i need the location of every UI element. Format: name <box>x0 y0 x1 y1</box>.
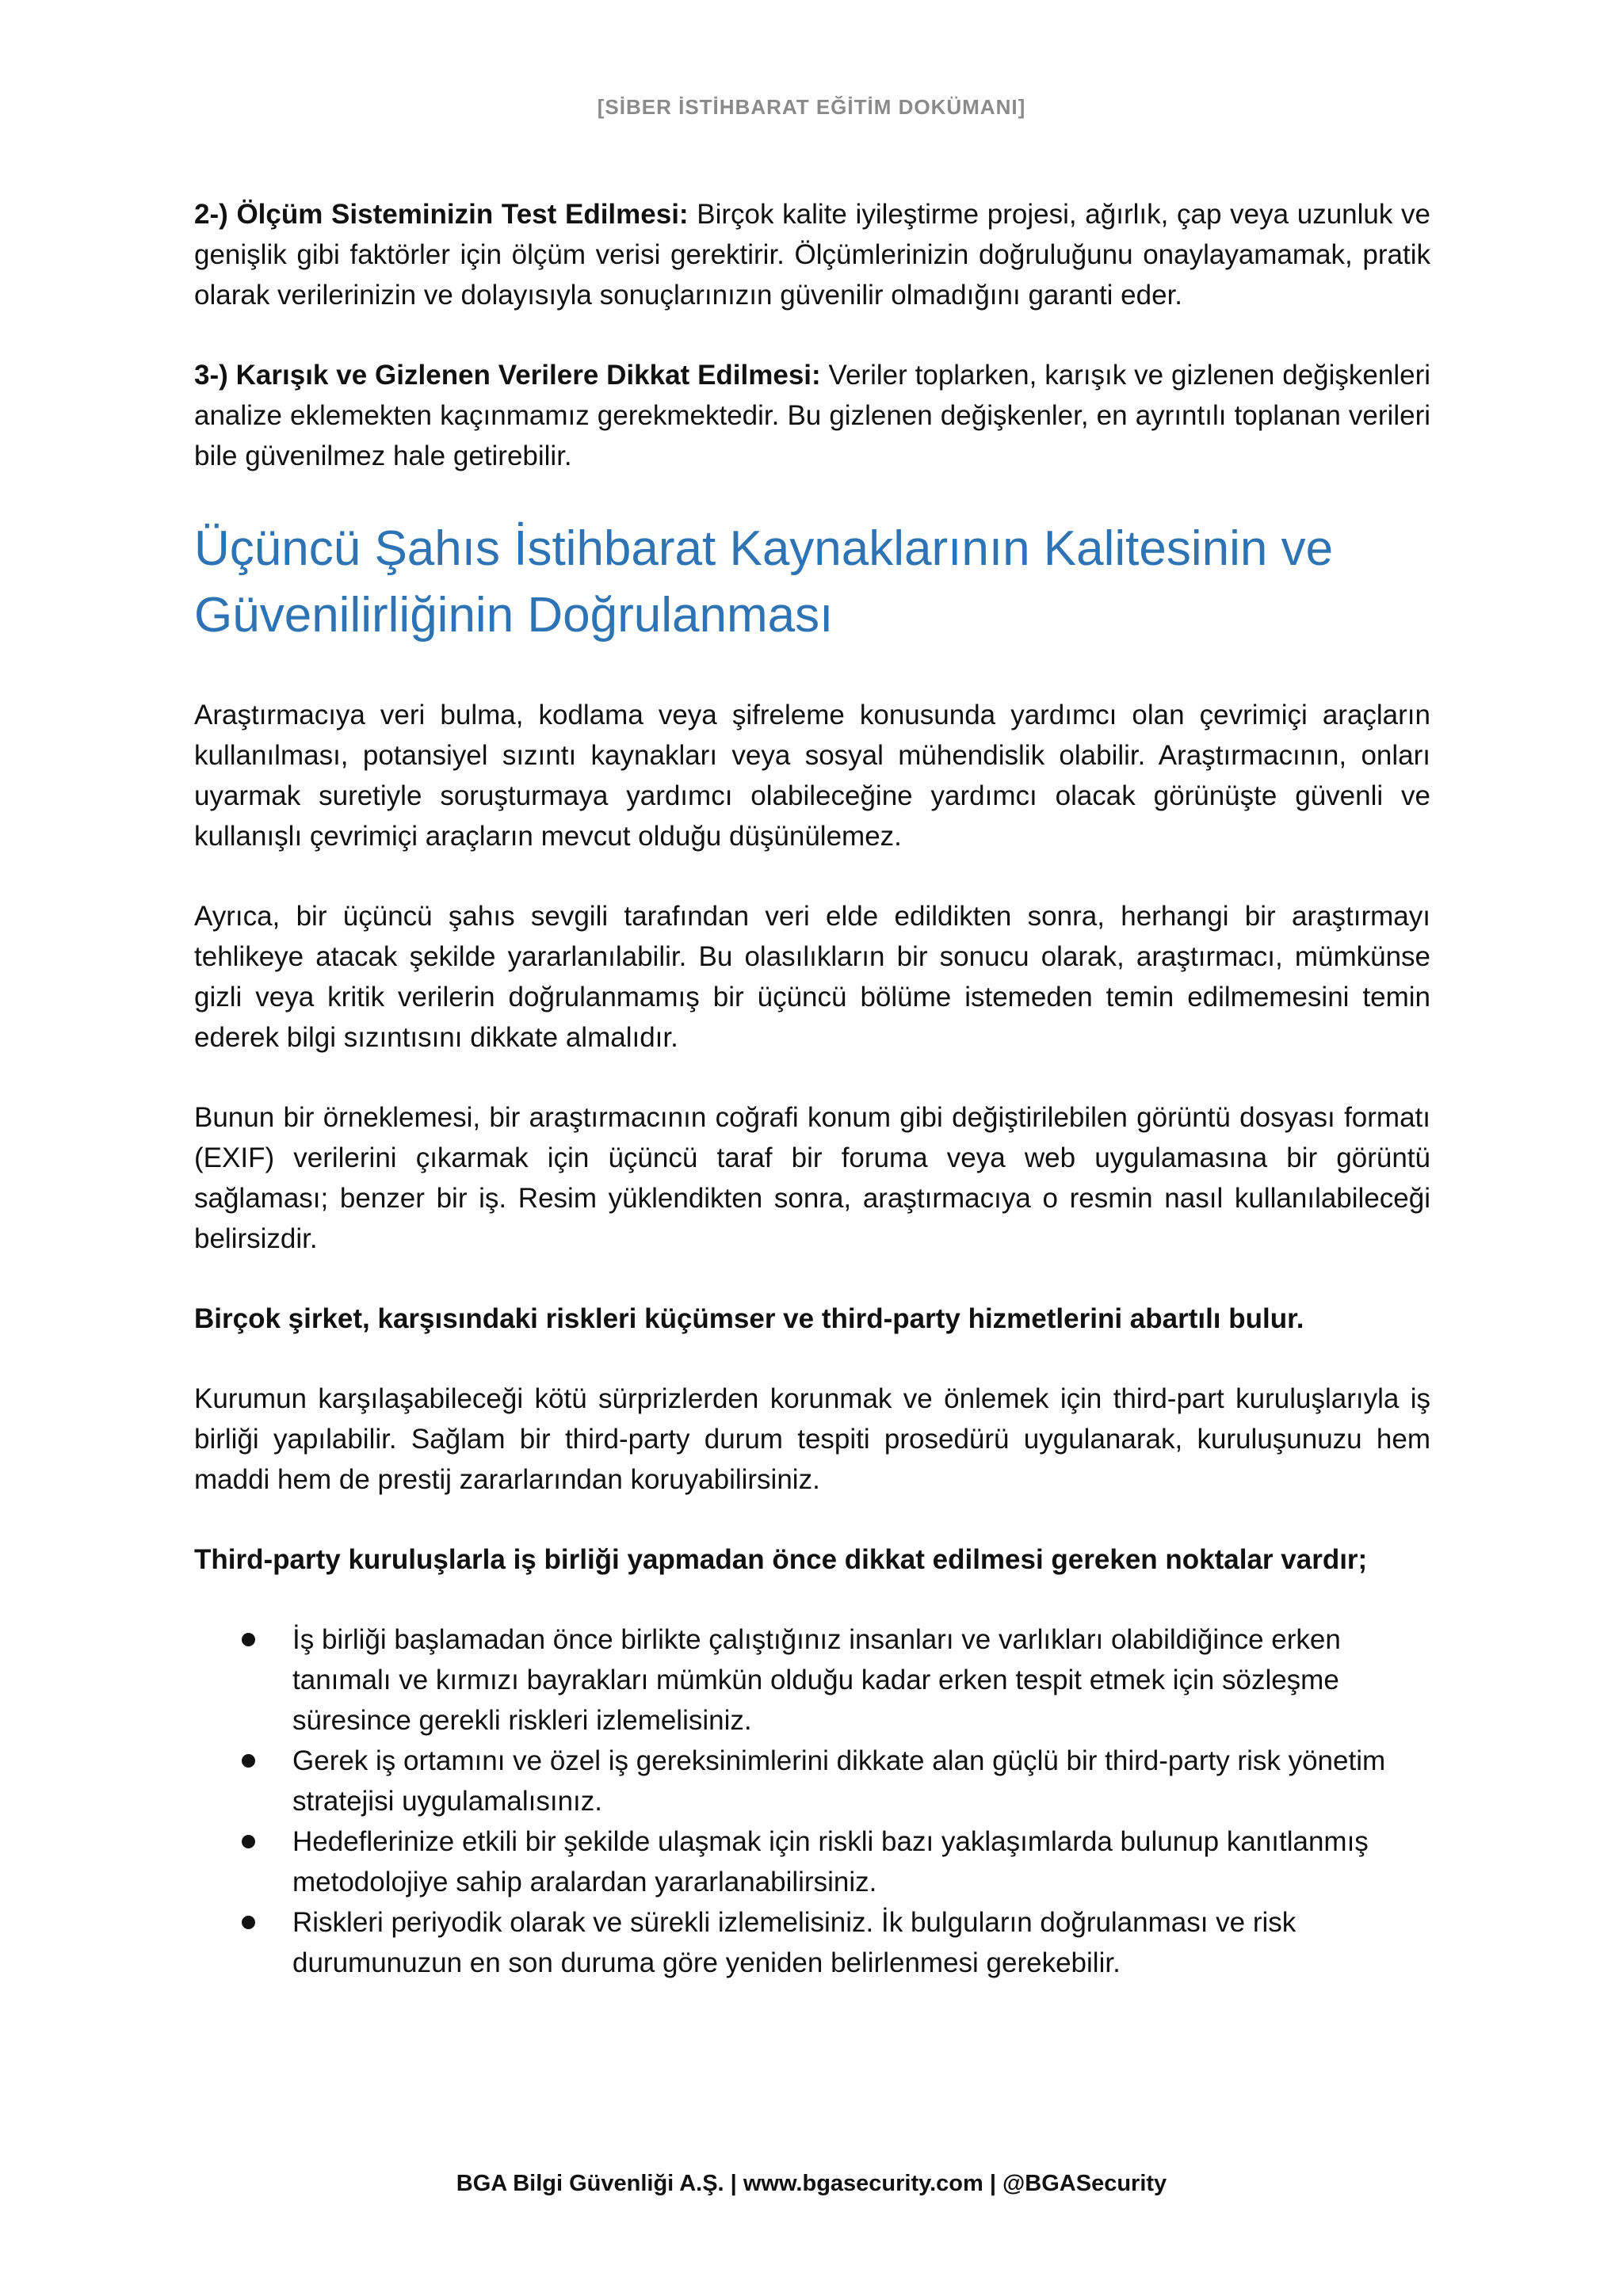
list-item <box>194 1902 1430 1983</box>
list-item <box>194 1741 1430 1821</box>
paragraph-lead: 2-) Ölçüm Sisteminizin Test Edilmesi: <box>194 199 689 230</box>
list-item-text: Hedeflerinize etkili bir şekilde ulaşmak için riskli bazı yaklaşımlarda bulunup kanıtlanmış metodolojiye sahip aralardan yararlanabilirsiniz. <box>292 1826 1369 1897</box>
page-footer: BGA Bilgi Güvenliği A.Ş. | www.bgasecurity.com | @BGASecurity <box>456 2171 1167 2196</box>
list-item-text: İş birliği başlamadan önce birlikte çalıştığınız insanları ve varlıkları olabildiğince erken tanımalı ve kırmızı bayrakları mümkün olduğu kadar erken tespit etmek için sözleşme süresince gerekli riskleri izlemelisiniz. <box>292 1624 1341 1736</box>
bullet-dot-icon <box>242 1633 255 1646</box>
bullet-list <box>194 1619 1430 1983</box>
paragraph-measurement-system <box>194 194 1430 315</box>
page-header: [SİBER İSTİHBARAT EĞİTİM DOKÜMANI] <box>597 95 1026 119</box>
paragraph-online-tools: Araştırmacıya veri bulma, kodlama veya şifreleme konusunda yardımcı olan çevrimiçi araçların kullanılması, potansiyel sızıntı kaynakları veya sosyal mühendislik olabilir. Araştırmacının, onları uyarmak suretiyle soruşturmaya yardımcı olabileceğine yardımcı olacak görünüşte güvenli ve kullanışlı çevrimiçi araçların mevcut olduğu düşünülemez. <box>194 700 1430 852</box>
paragraph-collaboration: Kurumun karşılaşabileceği kötü sürprizlerden korunmak ve önlemek için third-part kuruluşlarıyla iş birliği yapılabilir. Sağlam bir third-party durum tespiti prosedürü uygulanarak, kuruluşunuzu hem maddi hem de prestij zararlarından koruyabilirsiniz. <box>194 1383 1430 1495</box>
list-item <box>194 1821 1430 1902</box>
section-heading: Üçüncü Şahıs İstihbarat Kaynaklarının Kalitesinin ve Güvenilirliğinin Doğrulanması <box>194 521 1334 643</box>
bullet-dot-icon <box>242 1835 255 1848</box>
list-item-text: Riskleri periyodik olarak ve sürekli izlemelisiniz. İk bulguların doğrulanması ve risk durumunuzun en son duruma göre yeniden belirlenmesi gerekebilir. <box>292 1907 1296 1978</box>
list-item <box>194 1619 1430 1741</box>
paragraph-text: Veriler toplarken, karışık ve gizlenen değişkenleri analize eklemekten kaçınmamız gerekmektedir. Bu gizlenen değişkenler, en ayrıntılı toplanan verileri bile güvenilmez hale getirebilir. <box>194 360 1430 471</box>
paragraph-mixed-hidden-data <box>194 355 1430 476</box>
bold-statement-companies: Birçok şirket, karşısındaki riskleri küçümser ve third-party hizmetlerini abartılı bulur. <box>194 1303 1304 1334</box>
bullet-dot-icon <box>242 1916 255 1929</box>
paragraph-third-party-risk: Ayrıca, bir üçüncü şahıs sevgili tarafından veri elde edildikten sonra, herhangi bir araştırmayı tehlikeye atacak şekilde yararlanılabilir. Bu olasılıkların bir sonucu olarak, araştırmacı, mümkünse gizli veya kritik verilerin doğrulanmamış bir üçüncü bölüme istemeden temin edilmemesini temin ederek bilgi sızıntısını dikkate almalıdır. <box>194 901 1430 1053</box>
bullet-dot-icon <box>242 1754 255 1768</box>
paragraph-text: Birçok kalite iyileştirme projesi, ağırlık, çap veya uzunluk ve genişlik gibi faktörler için ölçüm verisi gerektirir. Ölçümlerinizin doğruluğunu onaylayamamak, pratik olarak verilerinizin ve dolayısıyla sonuçlarınızın güvenilir olmadığını garanti eder. <box>194 199 1431 311</box>
document-body <box>194 194 1430 1983</box>
paragraph-exif-example: Bunun bir örneklemesi, bir araştırmacının coğrafi konum gibi değiştirilebilen görüntü dosyası formatı (EXIF) verilerini çıkarmak için üçüncü taraf bir foruma veya web uygulamasına bir görüntü sağlaması; benzer bir iş. Resim yüklendikten sonra, araştırmacıya o resmin nasıl kullanılabileceği belirsizdir. <box>194 1102 1430 1254</box>
list-item-text: Gerek iş ortamını ve özel iş gereksinimlerini dikkate alan güçlü bir third-party risk yönetim stratejisi uygulamalısınız. <box>292 1745 1386 1817</box>
paragraph-lead: 3-) Karışık ve Gizlenen Verilere Dikkat Edilmesi: <box>194 360 821 391</box>
bold-statement-checklist: Third-party kuruluşlarla iş birliği yapmadan önce dikkat edilmesi gereken noktalar vardır; <box>194 1544 1368 1575</box>
